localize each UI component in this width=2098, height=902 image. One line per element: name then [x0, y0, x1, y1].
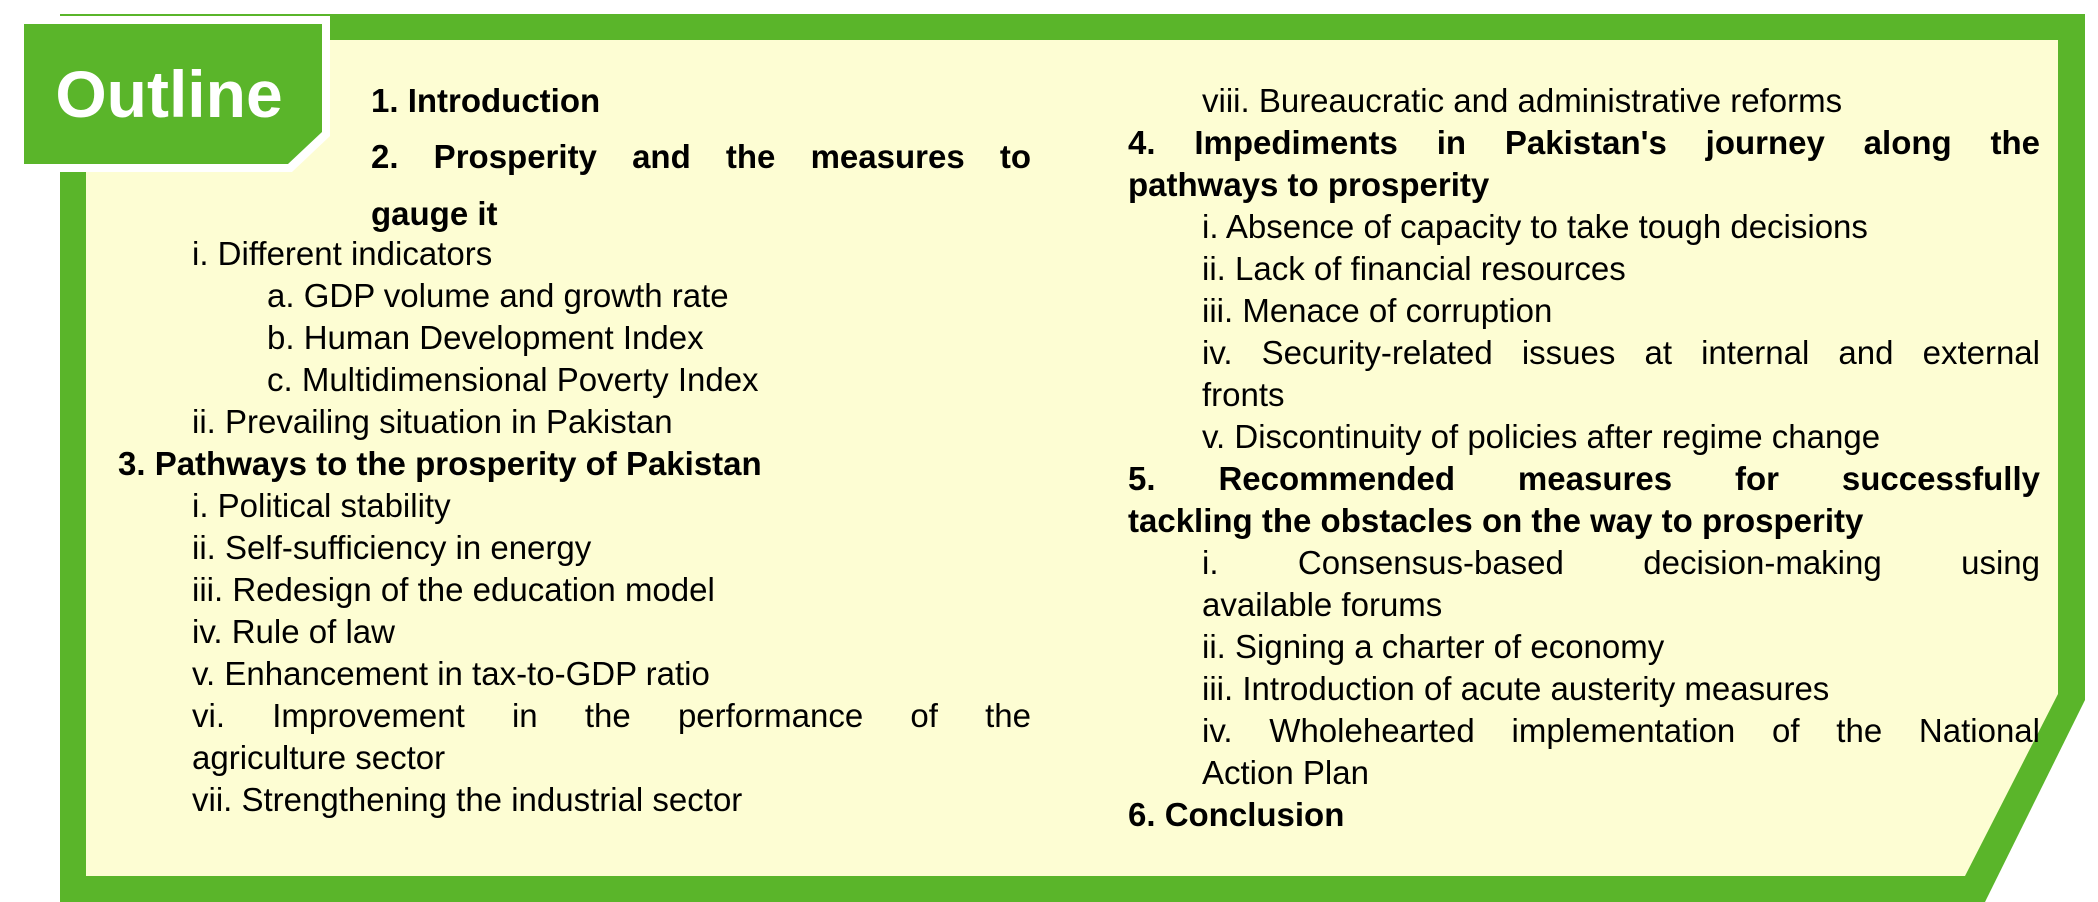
heading-impediments-line2: pathways to prosperity [1128, 166, 1490, 203]
item-agriculture-line2: agriculture sector [192, 739, 446, 776]
item-corruption: iii. Menace of corruption [1202, 292, 1553, 329]
heading-impediments-line1: 4. Impediments in Pakistan's journey along the [1128, 124, 2040, 161]
heading-prosperity-line1: 2. Prosperity and the measures to [371, 138, 1031, 175]
item-education: iii. Redesign of the education model [192, 571, 715, 608]
item-consensus-line2: available forums [1202, 586, 1443, 623]
heading-introduction: 1. Introduction [371, 82, 601, 119]
item-consensus-line1: i. Consensus-based decision-making using [1202, 544, 2040, 581]
item-austerity: iii. Introduction of acute austerity measures [1202, 670, 1830, 707]
item-policy-discontinuity: v. Discontinuity of policies after regime change [1202, 418, 1881, 455]
item-charter-of-economy: ii. Signing a charter of economy [1202, 628, 1665, 665]
item-agriculture-line1: vi. Improvement in the performance of the [192, 697, 1031, 734]
item-industrial-sector: vii. Strengthening the industrial sector [192, 781, 743, 818]
item-hdi: b. Human Development Index [267, 319, 704, 356]
item-bureaucratic-reforms: viii. Bureaucratic and administrative reforms [1202, 82, 1843, 119]
item-energy: ii. Self-sufficiency in energy [192, 529, 592, 566]
heading-prosperity-line2: gauge it [371, 195, 498, 232]
item-tax-to-gdp: v. Enhancement in tax-to-GDP ratio [192, 655, 710, 692]
heading-recommended-line1: 5. Recommended measures for successfully [1128, 460, 2040, 497]
item-political-stability: i. Political stability [192, 487, 451, 524]
item-security-line1: iv. Security-related issues at internal and external [1202, 334, 2040, 371]
heading-recommended-line2: tackling the obstacles on the way to prosperity [1128, 502, 1864, 539]
item-nap-line2: Action Plan [1202, 754, 1369, 791]
item-prevailing-situation: ii. Prevailing situation in Pakistan [192, 403, 673, 440]
heading-pathways: 3. Pathways to the prosperity of Pakistan [118, 445, 762, 482]
item-mpi: c. Multidimensional Poverty Index [267, 361, 759, 398]
item-tough-decisions: i. Absence of capacity to take tough decisions [1202, 208, 1868, 245]
item-rule-of-law: iv. Rule of law [192, 613, 395, 650]
item-different-indicators: i. Different indicators [192, 235, 493, 272]
item-financial-resources: ii. Lack of financial resources [1202, 250, 1626, 287]
heading-conclusion: 6. Conclusion [1128, 796, 1345, 833]
item-security-line2: fronts [1202, 376, 1285, 413]
item-gdp-volume: a. GDP volume and growth rate [267, 277, 729, 314]
item-nap-line1: iv. Wholehearted implementation of the National [1202, 712, 2040, 749]
outline-title: Outline [55, 57, 283, 131]
